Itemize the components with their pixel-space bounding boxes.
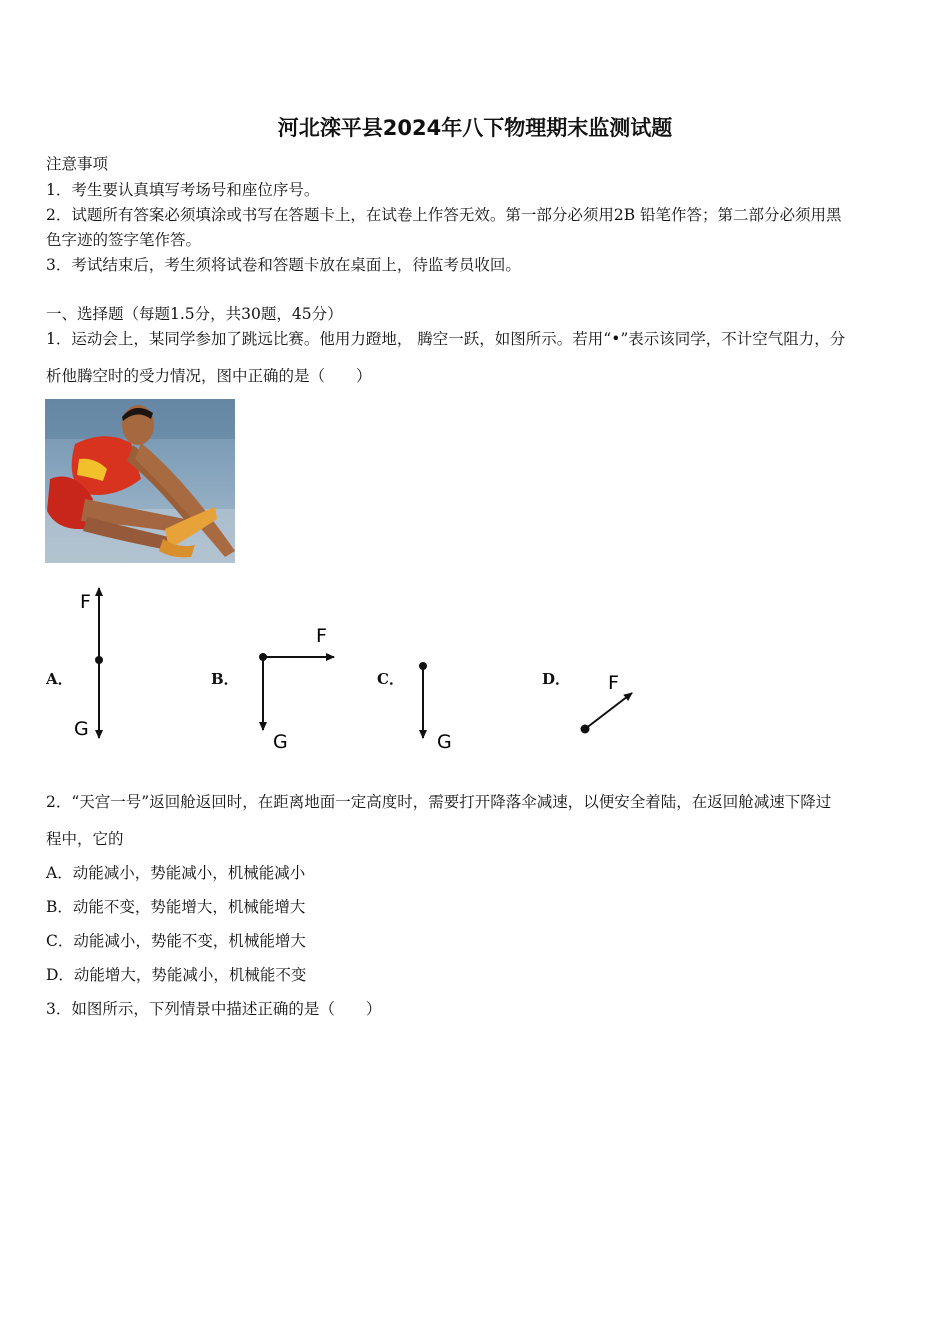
long-jump-photo [45, 399, 235, 563]
diagram-a-dot [95, 656, 103, 664]
question-2-option-b: B．动能不变，势能增大，机械能增大 [46, 898, 306, 916]
notice-item-1: 1．考生要认真填写考场号和座位序号。 [46, 181, 320, 199]
question-2-line-2: 程中，它的 [46, 830, 124, 848]
diagram-b-f-label: F [316, 625, 327, 647]
question-1-line-1: 1．运动会上，某同学参加了跳远比赛。他用力蹬地， 腾空一跃，如图所示。若用“•”表示该同学，不计空气阻力，分 [46, 330, 846, 348]
question-2-option-a: A．动能减小，势能减小，机械能减小 [46, 864, 306, 882]
diagram-c [419, 662, 452, 753]
diagram-d-f-label: F [608, 672, 619, 694]
option-b-label: B． [211, 670, 239, 688]
question-3-line-1: 3．如图所示，下列情景中描述正确的是（ ） [46, 1000, 382, 1018]
diagram-a-g-label: G [74, 718, 89, 740]
diagram-c-g-label: G [437, 731, 452, 753]
question-2-line-1: 2．“天宫一号”返回舱返回时，在距离地面一定高度时，需要打开降落伞减速，以便安全着陆，在返回舱减速下降过 [46, 793, 832, 811]
diagram-a-f-label: F [80, 591, 91, 613]
diagram-b-g-label: G [273, 731, 288, 753]
diagram-b [259, 625, 334, 753]
question-2-option-c: C．动能减小，势能不变，机械能增大 [46, 932, 306, 950]
question-2-option-d: D．动能增大，势能减小，机械能不变 [46, 966, 307, 984]
diagram-d [581, 672, 633, 734]
notice-item-2: 2．试题所有答案必须填涂或书写在答题卡上，在试卷上作答无效。第一部分必须用2B 铅笔作答；第二部分必须用黑 [46, 206, 842, 224]
notice-item-3: 3．考试结束后，考生须将试卷和答题卡放在桌面上，待监考员收回。 [46, 256, 521, 274]
diagram-b-dot [259, 653, 267, 661]
notice-item-2-cont: 色字迹的签字笔作答。 [46, 231, 202, 249]
diagram-c-dot [419, 662, 427, 670]
diagram-a [74, 588, 103, 740]
diagram-d-force-f-arrow [585, 693, 632, 729]
page-title: 河北滦平县2024年八下物理期末监测试题 [277, 116, 673, 140]
question-1-line-2: 析他腾空时的受力情况，图中正确的是（ ） [46, 367, 372, 385]
option-d-label: D． [542, 670, 571, 688]
option-a-label: A． [46, 670, 73, 688]
force-diagrams [0, 580, 950, 760]
diagram-d-dot [581, 725, 590, 734]
notice-heading: 注意事项 [46, 155, 109, 173]
section-heading: 一、选择题（每题1.5分，共30题，45分） [46, 305, 343, 323]
option-c-label: C． [377, 670, 404, 688]
